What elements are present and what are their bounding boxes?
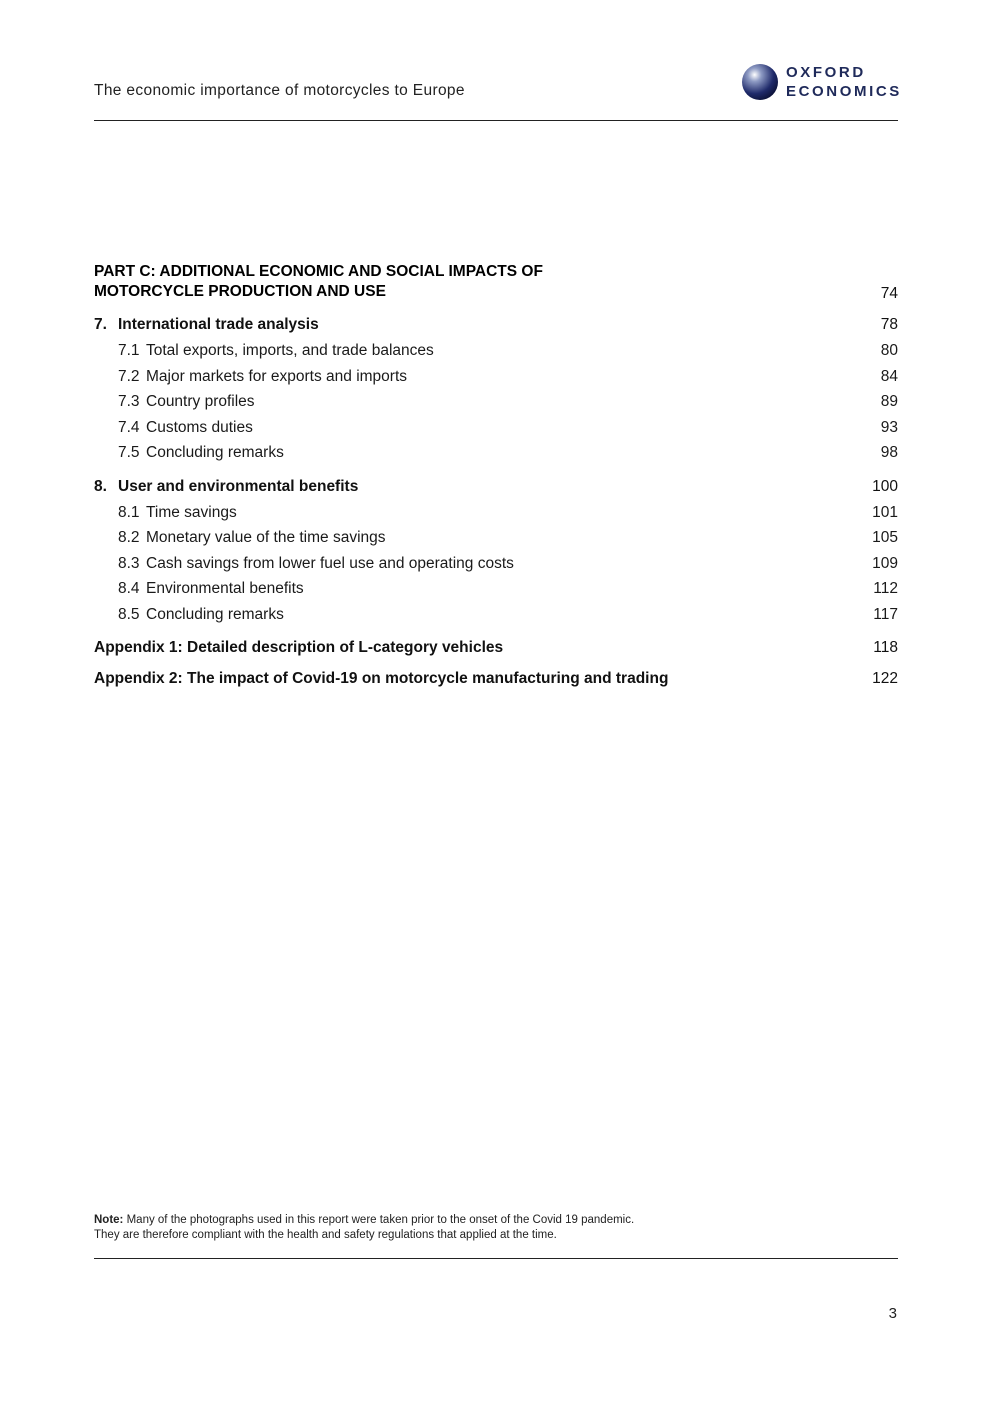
header-divider bbox=[94, 120, 898, 121]
toc-item-8-3[interactable] bbox=[94, 551, 898, 577]
item-number: 8.1 bbox=[118, 503, 140, 521]
toc-item-8-1[interactable] bbox=[94, 500, 898, 526]
page-ref: 100 bbox=[872, 477, 898, 495]
item-number: 8.2 bbox=[118, 529, 140, 546]
toc-item-7-5[interactable] bbox=[94, 440, 898, 466]
section-title: User and environmental benefits bbox=[118, 477, 359, 495]
toc-appendix-2[interactable] bbox=[94, 669, 898, 689]
page-ref: 93 bbox=[880, 418, 898, 436]
item-title: Concluding remarks bbox=[146, 605, 284, 623]
note-label: Note: bbox=[94, 1214, 124, 1226]
page-ref: 78 bbox=[880, 316, 898, 333]
item-title: Time savings bbox=[146, 503, 237, 521]
page-ref: 74 bbox=[880, 285, 898, 302]
section-number: 8. bbox=[94, 477, 107, 495]
toc-section-8[interactable] bbox=[94, 477, 898, 497]
page-ref: 80 bbox=[880, 342, 898, 359]
page-ref: 89 bbox=[880, 393, 898, 410]
part-title bbox=[94, 262, 654, 302]
item-title: Monetary value of the time savings bbox=[146, 529, 386, 546]
appendix-title: Appendix 2: The impact of Covid-19 on motorcycle manufacturing and trading bbox=[94, 670, 669, 687]
section-number: 7. bbox=[94, 316, 107, 333]
toc-item-7-4[interactable] bbox=[94, 415, 898, 441]
toc-item-8-4[interactable] bbox=[94, 576, 898, 602]
part-title-line-2: MOTORCYCLE PRODUCTION AND USE bbox=[94, 283, 386, 300]
table-of-contents bbox=[94, 262, 898, 689]
page-ref: 109 bbox=[872, 554, 898, 572]
item-number: 7.3 bbox=[118, 393, 140, 410]
toc-part-heading[interactable] bbox=[94, 262, 898, 304]
toc-appendix-1[interactable] bbox=[94, 638, 898, 658]
logo-wordmark bbox=[786, 63, 902, 101]
page-ref: 122 bbox=[872, 670, 898, 687]
page-ref: 101 bbox=[872, 503, 898, 521]
page-number: 3 bbox=[888, 1305, 897, 1322]
page-ref: 105 bbox=[872, 529, 898, 546]
item-title: Environmental benefits bbox=[146, 580, 304, 597]
oxford-economics-logo bbox=[741, 63, 901, 103]
globe-icon bbox=[741, 63, 779, 101]
note-line-2: They are therefore compliant with the health and safety regulations that applied at the time. bbox=[94, 1229, 557, 1241]
item-number: 7.5 bbox=[118, 444, 140, 461]
toc-item-8-2[interactable] bbox=[94, 525, 898, 551]
logo-line-2: ECONOMICS bbox=[786, 83, 902, 100]
item-title: Total exports, imports, and trade balances bbox=[146, 342, 434, 359]
item-number: 8.4 bbox=[118, 580, 140, 597]
item-title: Customs duties bbox=[146, 418, 253, 436]
appendix-title: Appendix 1: Detailed description of L-category vehicles bbox=[94, 639, 504, 656]
item-title: Major markets for exports and imports bbox=[146, 367, 408, 385]
toc-item-7-2[interactable] bbox=[94, 364, 898, 390]
item-number: 8.5 bbox=[118, 605, 140, 623]
part-title-line-1: PART C: ADDITIONAL ECONOMIC AND SOCIAL IMPACTS OF bbox=[94, 263, 543, 280]
logo-line-1: OXFORD bbox=[786, 64, 866, 81]
page-ref: 84 bbox=[880, 367, 898, 385]
item-number: 8.3 bbox=[118, 554, 140, 572]
item-title: Concluding remarks bbox=[146, 444, 284, 461]
toc-item-8-5[interactable] bbox=[94, 602, 898, 628]
footer-divider bbox=[94, 1258, 898, 1259]
toc-section-7[interactable] bbox=[94, 315, 898, 335]
section-title: International trade analysis bbox=[118, 316, 319, 333]
toc-item-7-1[interactable] bbox=[94, 338, 898, 364]
page-ref: 117 bbox=[873, 605, 898, 623]
page-ref: 112 bbox=[873, 580, 898, 597]
item-number: 7.2 bbox=[118, 367, 140, 385]
page-ref: 118 bbox=[873, 639, 898, 656]
footnote bbox=[94, 1213, 814, 1243]
document-title: The economic importance of motorcycles to Europe bbox=[94, 82, 465, 99]
item-title: Cash savings from lower fuel use and operating costs bbox=[146, 554, 514, 572]
page-ref: 98 bbox=[880, 444, 898, 461]
item-title: Country profiles bbox=[146, 393, 255, 410]
item-number: 7.1 bbox=[118, 342, 140, 359]
note-line-1: Many of the photographs used in this report were taken prior to the onset of the Covid 19 pandemic. bbox=[126, 1214, 635, 1226]
item-number: 7.4 bbox=[118, 418, 140, 436]
toc-item-7-3[interactable] bbox=[94, 389, 898, 415]
